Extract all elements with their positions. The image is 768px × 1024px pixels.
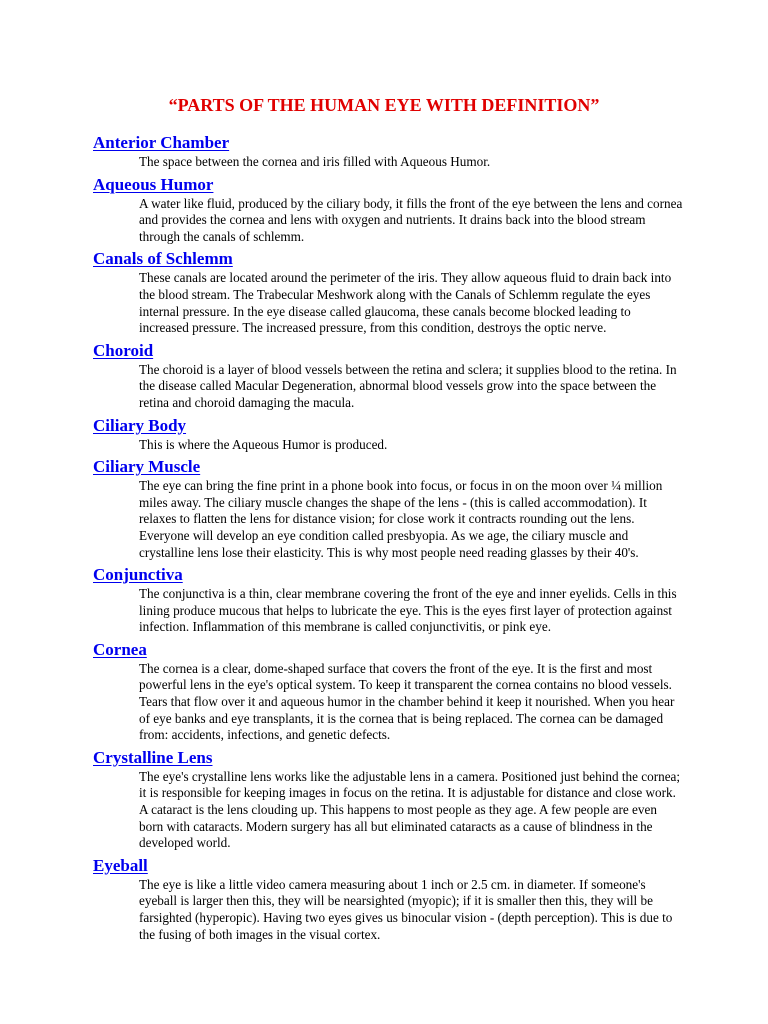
definition-text: The eye is like a little video camera measuring about 1 inch or 2.5 cm. in diameter. If someone's eyeball is larger then this, they will be nearsighted (myopic); if it is smaller then this, they will be farsighted (hyperopic). Having two eyes gives us binocular vision - (depth perception). This is due to the fusing of both images in the visual cortex.: [139, 876, 673, 942]
term-link[interactable]: Cornea: [93, 639, 147, 659]
term-link[interactable]: Conjunctiva: [93, 565, 183, 585]
document-title: “PARTS OF THE HUMAN EYE WITH DEFINITION”: [168, 95, 600, 115]
term-link[interactable]: Aqueous Humor: [93, 174, 214, 194]
entry-cornea: [93, 639, 683, 744]
term-link[interactable]: Canals of Schlemm: [93, 249, 233, 269]
term-link[interactable]: Ciliary Muscle: [93, 457, 201, 477]
term-link[interactable]: Eyeball: [93, 855, 148, 875]
term-link[interactable]: Crystalline Lens: [93, 747, 213, 767]
entry-aqueous-humor: [93, 174, 683, 246]
term-link[interactable]: Ciliary Body: [93, 415, 187, 435]
definition-text: The cornea is a clear, dome-shaped surface that covers the front of the eye. It is the first and most powerful lens in the eye's optical system. To keep it transparent the cornea contains no blood vessels. Tears that flow over it and aqueous humor in the chamber behind it keep it nourished. When you hear of eye banks and eye transplants, it is the cornea that is being replaced. The cornea can be damaged from: accidents, infections, and genetic defects.: [139, 660, 675, 743]
definition-text: The conjunctiva is a thin, clear membrane covering the front of the eye and inner eyelids. Cells in this lining produce mucous that helps to lubricate the eye. This is the eyes first layer of protection against infection. Inflammation of this membrane is called conjunctivitis, or pink eye.: [139, 586, 677, 635]
definition-text: The eye can bring the fine print in a phone book into focus, or focus in on the moon over ¼ million miles away. The ciliary muscle changes the shape of the lens - (this is called accommodation). It relaxes to flatten the lens for distance vision; for close work it contracts rounding out the lens. Everyone will develop an eye condition called presbyopia. As we age, the ciliary muscle and crystalline lens lose their elasticity. This is why most people need reading glasses by their 40's.: [139, 478, 663, 560]
definition-text: The eye's crystalline lens works like the adjustable lens in a camera. Positioned just behind the cornea; it is responsible for keeping images in focus on the retina. It is adjustable for distance and close work. A cataract is the lens clouding up. This happens to most people as they age. A few people are even born with cataracts. Modern surgery has all but eliminated cataracts as a cause of blindness in the developed world.: [139, 768, 681, 851]
entry-anterior-chamber: [93, 132, 683, 171]
definition-text: These canals are located around the perimeter of the iris. They allow aqueous fluid to drain back into the blood stream. The Trabecular Meshwork along with the Canals of Schlemm regulate the eyes internal pressure. In the eye disease called glaucoma, these canals become blocked leading to increased pressure. The increased pressure, from this condition, destroys the optic nerve.: [139, 270, 672, 336]
entry-choroid: [93, 340, 683, 412]
definition-list: [93, 132, 683, 946]
definition-text: The space between the cornea and iris filled with Aqueous Humor.: [139, 154, 491, 169]
definition-text: The choroid is a layer of blood vessels between the retina and sclera; it supplies blood to the retina. In the disease called Macular Degeneration, abnormal blood vessels grow into the space between the retina and choroid damaging the macula.: [139, 361, 677, 410]
entry-eyeball: [93, 855, 683, 943]
entry-ciliary-body: [93, 415, 683, 454]
entry-ciliary-muscle: [93, 456, 683, 561]
entry-canals-of-schlemm: [93, 248, 683, 336]
entry-crystalline-lens: [93, 747, 683, 852]
definition-text: A water like fluid, produced by the ciliary body, it fills the front of the eye between the lens and cornea and provides the cornea and lens with oxygen and nutrients. It drains back into the blood stream through the canals of schlemm.: [139, 195, 683, 244]
entry-conjunctiva: [93, 564, 683, 636]
term-link[interactable]: Choroid: [93, 340, 154, 360]
term-link[interactable]: Anterior Chamber: [93, 133, 230, 152]
definition-text: This is where the Aqueous Humor is produced.: [139, 436, 388, 452]
